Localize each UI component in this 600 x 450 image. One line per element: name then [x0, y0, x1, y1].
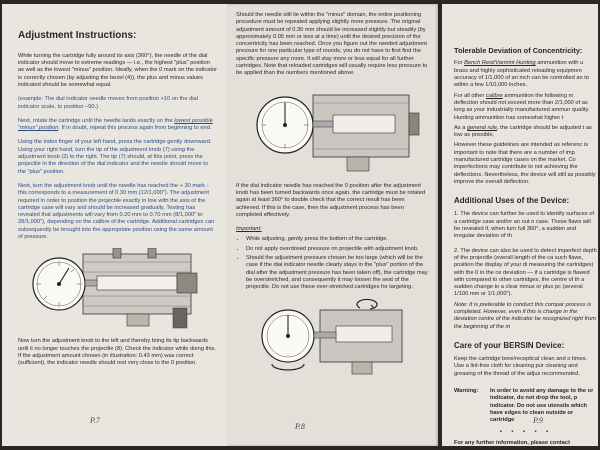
text-run: As a	[454, 124, 467, 131]
text-run-underlined: Bench Rest/Varmint Hunting	[464, 60, 536, 67]
list-item: • While adjusting, gently press the bottom of the cartridge.	[246, 236, 429, 243]
page-7	[2, 4, 227, 446]
text-run: ammunition the following m deflection should not exceed more than 2/1,000 of as long as your industrially manufactured ammun quality. Hunting ammunition has somewhat higher t	[454, 92, 590, 121]
paragraph-zero-position: If the dial indicator needle has reached the 0 position after the adjustment knob has been turned backwards once again, the cartridge must be rotated again at least 360° to double check that the correct result has been achieved. If this is the case, then the adjustment process has been completed effectively.	[236, 182, 426, 218]
paragraph-minus-domain: Should the needle still lie within the "minus" domain, the entire positioning procedure must be repeated applying slightly more pressure. The original adjustment amount of 0.30 mm should be increased slightly but steadily (by approximately 0.05 mm or less at a time) until the desired precision of the concentricity has been reached. Once you figure out the needed adjustment pressure for one particular type of rounds, you do not have to first find the specific pressure any more. It will stay more or less equal for all further cartridges. Note that reloaded cartridges will usually require less pressure to be applied than the numbers mentioned above.	[236, 12, 428, 77]
paragraph-adjust: Next, turn the adjustment knob until the needle has reached the + 30 mark - this corresponds to a measurement of 0.30 mm (12/1,000"). The adjustment required in order to position the projectile exactly in line with the axis of the cartridge case will vary and should be increased gradually. Testing has revealed that adjustments will vary from 0.20 mm to 0.70 mm (8/1,000" to 28/1,000"), depending on the calibre of the cartridge. Additional cartridges can subsequently be brought into the appropriate position using the same amount of pressure.	[18, 182, 215, 241]
paragraph-example: (example: The dial indicator needle moves from position +10 on the dial indicator scale, to position –90.)	[18, 96, 198, 110]
separator-dots: • • • • •	[499, 428, 553, 435]
paragraph-lowest	[18, 118, 217, 133]
page-number: P.8	[295, 421, 305, 431]
section-title-deviation: Tolerable Deviation of Concentricity:	[454, 46, 583, 55]
dial-indicator-illustration-3	[248, 298, 418, 378]
paragraph-bench-rest	[454, 60, 598, 89]
text-run: For all other	[454, 92, 486, 99]
paragraph-turn-back: Now turn the adjustment knob to the left and thereby bring its tip backwards until it no longer touches the projectile (8). Check the indicator while doing this. If the adjustment amount chosen (in illustration: 0.43 mm) was correct (sufficient), the indicator needle should rest very close to the 0 position.	[18, 338, 216, 367]
warning-label: Warning:	[454, 388, 479, 395]
text-run: , the cartridge should be adjusted t as low as possible.	[454, 124, 592, 139]
text-run-underlined: calibre	[485, 92, 503, 99]
text-run: ammunition with u brass and highly sophisticated reloading equipmen accuracy of 1/1,000 of an inch can be controlled an to within a few 1/10,000 inches.	[454, 60, 590, 89]
dial-indicator-illustration-2	[243, 85, 423, 177]
dial-indicator-illustration-1	[23, 248, 213, 332]
list-item-use-1: 1. The device can further be used to identify surfaces of a cartridge case and/or an out o case. These flaws will be revealed if, when turn full 360°, a sudden and irregular deviation of th	[454, 211, 594, 240]
page-9	[442, 4, 598, 446]
page-title: Adjustment Instructions:	[18, 30, 137, 41]
text-run: Next, rotate the cartridge until the needle lands exactly on the	[18, 117, 175, 124]
important-label: Important:	[236, 226, 262, 233]
list-item: • Do not apply overdosed pressure on projectile with adjustment knob.	[246, 246, 429, 253]
paragraph-other-calibre	[454, 93, 598, 122]
text-run-underlined: lowest possible "minus" position	[18, 117, 213, 132]
warning-text: In order to avoid any damage to the or indicator, do not drop the tool, p indicator. Do not use utensils which have edges to clean outside or cartridge	[490, 388, 594, 424]
page-8	[227, 4, 438, 446]
note-use-2: Note: It is preferable to conduct this compar process is completed. However, even if this is change in the deviation centre of the indicator be recognized right from the beginning of the m	[454, 301, 596, 330]
page-number: P.7	[90, 415, 100, 425]
text-run: For	[454, 60, 465, 67]
warning-block	[454, 388, 598, 424]
section-title-care: Care of your BERSIN Device:	[454, 340, 565, 350]
paragraph-care: Keep the cartridge bore/receptical clean and o times. Use a lint-free cloth for cleaning pur cleaning and greasing of the thread of the adjus recommended.	[454, 356, 588, 377]
section-title-uses: Additional Uses of the Device:	[454, 196, 570, 206]
page-number: P.9	[533, 415, 543, 425]
important-list	[236, 236, 429, 291]
footer-contact: For any further information, please contact	[454, 439, 570, 446]
text-run: . If in doubt, repeat this process again from beginning to end.	[58, 125, 212, 132]
text-run-underlined: general rule	[466, 124, 498, 131]
paragraph-guidelines: However these guidelines are intended as referenc is important to note that there are a number of imp manufactured cartridge cases on the market. Co imperfections may contribute to not achieving the deflections. Nevertheless, the device will still as possibly improve the overall deflection.	[454, 142, 596, 185]
list-item-use-2: 2. The device can also be used to detect imperfect depth of the projectile (overall length of the ca such flaws, position the display of your di measuring the cartridges) with the 0 in the ce deviation — if a cartridge is flawed with compared to other cartridges, the centre of th a sudden change to a clear minus or plus pc (several 1/100 mm or 1/1,000").	[454, 247, 597, 298]
paragraph-rotation: While turning the cartridge fully around its axis (360°), the needle of the dial indicator should move to extreme readings — i.e., the highest "plus" position as well as the lowest "minus" position. Ideally, when the 0 mark on the indicator is correctly chosen (by adjusting the bezel (4)), the plus and minus values indicated should be somewhat equal.	[18, 52, 217, 88]
list-item: • Should the adjustment pressure chosen be too large (which will be the case if the dial indicator needle clearly stays in the "plus" portion of the dial after the adjustment pressure has been taken off), the cartridge may be overstretched, and consequently it may loosen the seat of the projectile. Do not use these over-stretched cartridges for targeting.	[246, 255, 429, 291]
paragraph-press: Using the index finger of your left hand, press the cartridge gently downward. Using your right hand, turn the tip of the adjustment knob (7) using the adjustment knob (2) to the right. The tip (7) should, at this point, press the projectile in the direction of the dial indicator and the needle should move to the "plus" position.	[18, 139, 212, 175]
paragraph-general-rule	[454, 125, 598, 140]
